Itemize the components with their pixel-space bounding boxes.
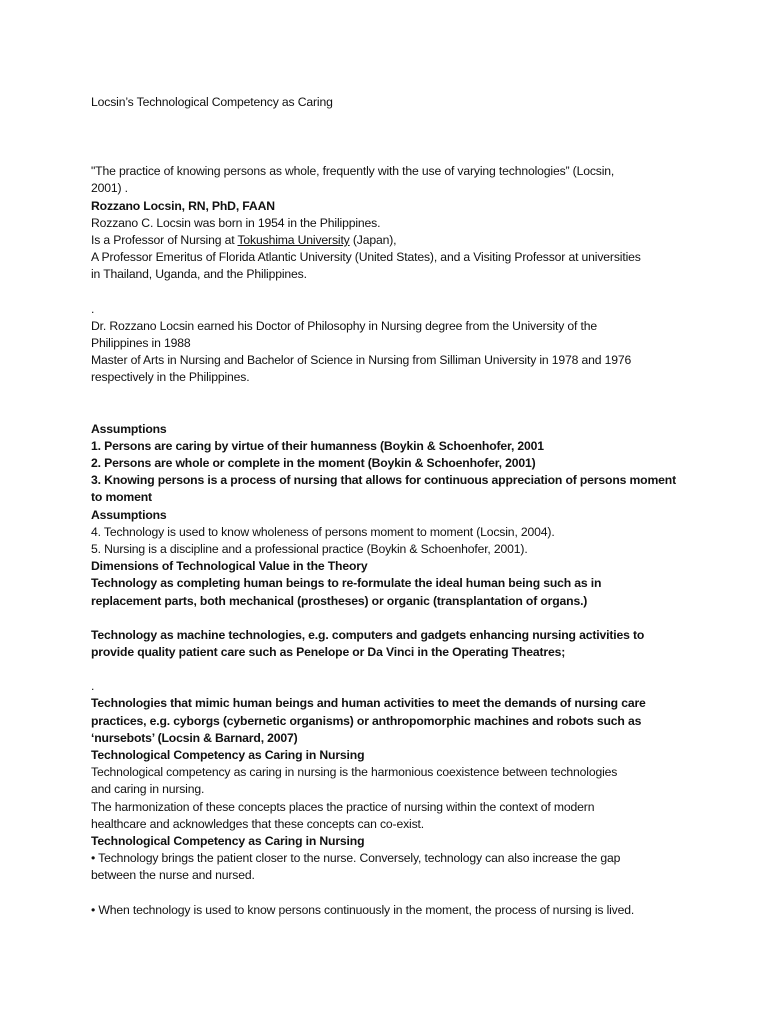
bullet-item: • When technology is used to know persons continuously in the moment, the process of nursing is lived. <box>91 902 635 917</box>
name-heading: Rozzano Locsin, RN, PhD, FAAN <box>91 198 275 213</box>
document-body <box>91 94 691 919</box>
tokushima-university-link[interactable]: Tokushima University <box>237 233 350 248</box>
dimension-item: replacement parts, both mechanical (prostheses) or organic (transplantation of organs.) <box>91 593 588 608</box>
dimension-item: provide quality patient care such as Penelope or Da Vinci in the Operating Theatres; <box>91 645 566 660</box>
born-line: Rozzano C. Locsin was born in 1954 in the Philippines. <box>91 215 381 230</box>
quote-line: "The practice of knowing persons as whole, frequently with the use of varying technologies” (Locsin, <box>91 164 615 179</box>
emeritus-line: in Thailand, Uganda, and the Philippines. <box>91 267 307 282</box>
dimension-item: Technology as machine technologies, e.g. computers and gadgets enhancing nursing activities to <box>91 627 645 642</box>
tcc-paragraph: The harmonization of these concepts places the practice of nursing within the context of modern <box>91 799 595 814</box>
tcc-heading: Technological Competency as Caring in Nursing <box>91 834 365 849</box>
tcc-paragraph: healthcare and acknowledges that these concepts can co-exist. <box>91 816 424 831</box>
assumption-item: to moment <box>91 490 152 505</box>
masters-line: Master of Arts in Nursing and Bachelor of Science in Nursing from Silliman University in 1978 and 1976 <box>91 353 632 368</box>
assumption-item: 3. Knowing persons is a process of nursing that allows for continuous appreciation of persons moment <box>91 473 676 488</box>
dimension-item: Technologies that mimic human beings and human activities to meet the demands of nursing care <box>91 696 646 711</box>
assumption-item: 4. Technology is used to know wholeness of persons moment to moment (Locsin, 2004). <box>91 524 555 539</box>
dimension-item: ‘nursebots’ (Locsin & Barnard, 2007) <box>91 730 298 745</box>
quote-line: 2001) . <box>91 181 128 196</box>
professor-line <box>91 232 691 249</box>
assumption-item: 5. Nursing is a discipline and a professional practice (Boykin & Schoenhofer, 2001). <box>91 542 528 557</box>
masters-line: respectively in the Philippines. <box>91 370 250 385</box>
doctorate-line: Philippines in 1988 <box>91 336 191 351</box>
tcc-heading: Technological Competency as Caring in Nursing <box>91 748 365 763</box>
separator-dot: . <box>91 301 95 316</box>
separator-dot: . <box>91 679 95 694</box>
tcc-paragraph: and caring in nursing. <box>91 782 205 797</box>
assumptions-heading: Assumptions <box>91 421 167 436</box>
assumption-item: 2. Persons are whole or complete in the moment (Boykin & Schoenhofer, 2001) <box>91 456 536 471</box>
dimension-item: practices, e.g. cyborgs (cybernetic organisms) or anthropomorphic machines and robots such as <box>91 713 642 728</box>
emeritus-line: A Professor Emeritus of Florida Atlantic University (United States), and a Visiting Professor at universities <box>91 250 641 265</box>
doctorate-line: Dr. Rozzano Locsin earned his Doctor of Philosophy in Nursing degree from the University of the <box>91 318 598 333</box>
professor-suffix: (Japan), <box>349 233 397 248</box>
dimensions-heading: Dimensions of Technological Value in the Theory <box>91 559 368 574</box>
bullet-item: • Technology brings the patient closer to the nurse. Conversely, technology can also increase the gap <box>91 851 621 866</box>
document-title: Locsin’s Technological Competency as Caring <box>91 95 333 109</box>
assumptions-heading: Assumptions <box>91 507 167 522</box>
tcc-paragraph: Technological competency as caring in nursing is the harmonious coexistence between technologies <box>91 765 618 780</box>
dimension-item: Technology as completing human beings to re-formulate the ideal human being such as in <box>91 576 602 591</box>
professor-prefix: Is a Professor of Nursing at <box>91 233 238 248</box>
bullet-item: between the nurse and nursed. <box>91 868 255 883</box>
assumption-item: 1. Persons are caring by virtue of their humanness (Boykin & Schoenhofer, 2001 <box>91 438 544 453</box>
